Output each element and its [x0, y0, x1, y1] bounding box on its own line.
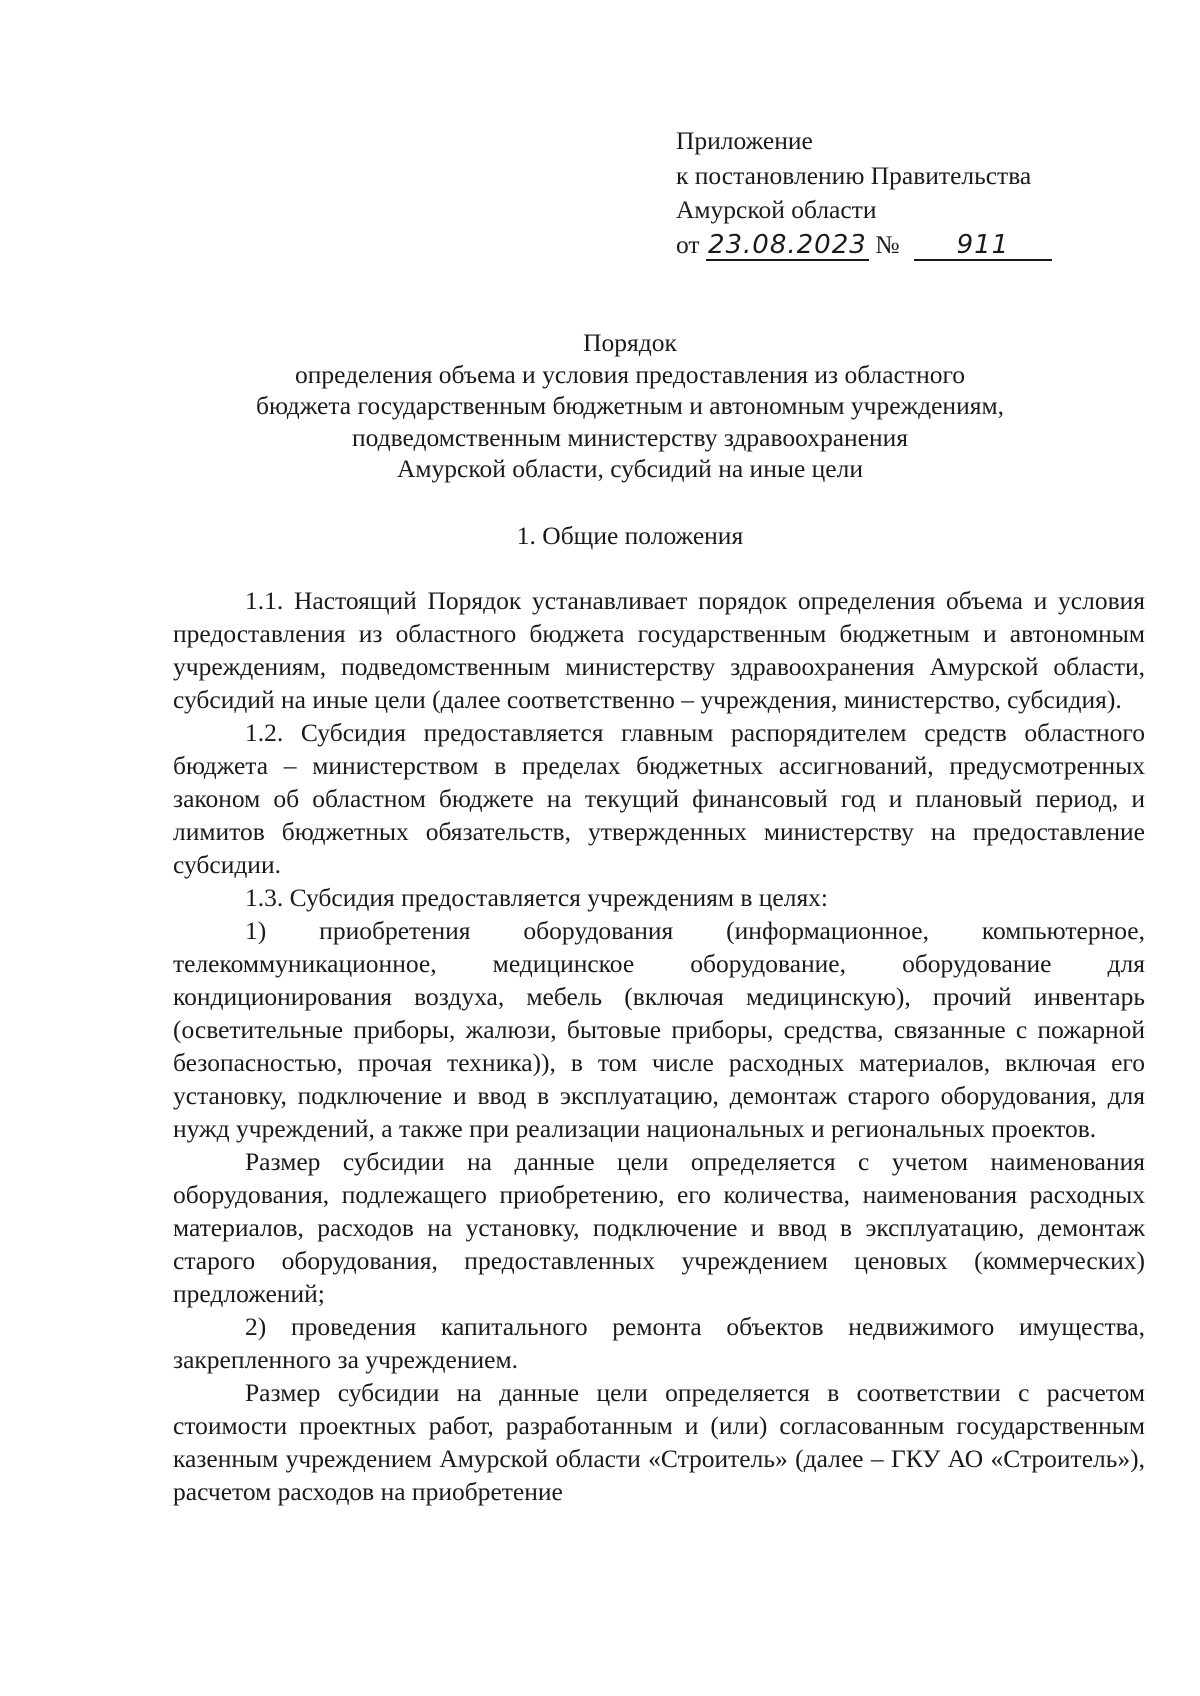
paragraph-1-1: 1.1. Настоящий Порядок устанавливает порядок определения объема и условия предоставления из областного бюджета государственным бюджетным и автономным учреждениям, подведомственным министерству здравоохранения Амурской области, субсидий на иные цели (далее соответственно – учреждения, министерство, субсидия).	[173, 586, 1145, 714]
paragraph-item-2: 2) проведения капитального ремонта объектов недвижимого имущества, закрепленного за учреждением.	[173, 1312, 1145, 1374]
paragraph-1-3: 1.3. Субсидия предоставляется учреждениям в целях:	[245, 883, 829, 912]
paragraph-item-1: 1) приобретения оборудования (информационное, компьютерное, телекоммуникационное, медицинское оборудование, оборудование для кондиционирования воздуха, мебель (включая медицинскую), прочий инвентарь (осветительные приборы, жалюзи, бытовые приборы, средства, связанные с пожарной безопасностью, прочая техника)), в том числе расходных материалов, включая его установку, подключение и ввод в эксплуатацию, демонтаж старого оборудования, для нужд учреждений, а также при реализации национальных и региональных проектов.	[173, 916, 1145, 1143]
paragraph-1-2: 1.2. Субсидия предоставляется главным распорядителем средств областного бюджета – министерством в пределах бюджетных ассигнований, предусмотренных законом об областном бюджете на текущий финансовый год и плановый период, и лимитов бюджетных обязательств, утвержденных министерству на предоставление субсидии.	[173, 718, 1145, 879]
paragraph-item-1-size: Размер субсидии на данные цели определяется с учетом наименования оборудования, подлежащего приобретению, его количества, наименования расходных материалов, расходов на установку, подключение и ввод в эксплуатацию, демонтаж старого оборудования, предоставленных учреждением ценовых (коммерческих) предложений;	[173, 1147, 1145, 1308]
handwritten-date: 23.08.2023	[707, 229, 867, 260]
appendix-label: Приложение	[676, 126, 813, 155]
title-line-1: Порядок	[583, 328, 677, 357]
document-body	[173, 584, 1145, 1508]
appendix-block	[676, 124, 1052, 262]
title-line-3: бюджета государственным бюджетным и автономным учреждениям,	[256, 391, 1004, 420]
appendix-resolution-ref: к постановлению Правительства	[676, 160, 1032, 190]
number-sign: №	[875, 229, 900, 259]
title-line-2: определения объема и условия предоставления из областного	[294, 359, 966, 389]
appendix-date-number-line	[676, 228, 1052, 263]
section-heading: 1. Общие положения	[516, 521, 744, 550]
appendix-region: Амурской области	[676, 195, 877, 224]
document-title	[180, 327, 1080, 485]
date-prefix: от	[676, 229, 700, 259]
title-line-4: подведомственным министерству здравоохранения	[351, 422, 909, 452]
handwritten-number: 911	[914, 231, 1052, 261]
paragraph-item-2-size: Размер субсидии на данные цели определяется в соответствии с расчетом стоимости проектных работ, разработанным и (или) согласованным государственным казенным учреждением Амурской области «Строитель» (далее – ГКУ АО «Строитель»), расчетом расходов на приобретение	[173, 1378, 1145, 1506]
title-line-5: Амурской области, субсидий на иные цели	[397, 454, 863, 483]
